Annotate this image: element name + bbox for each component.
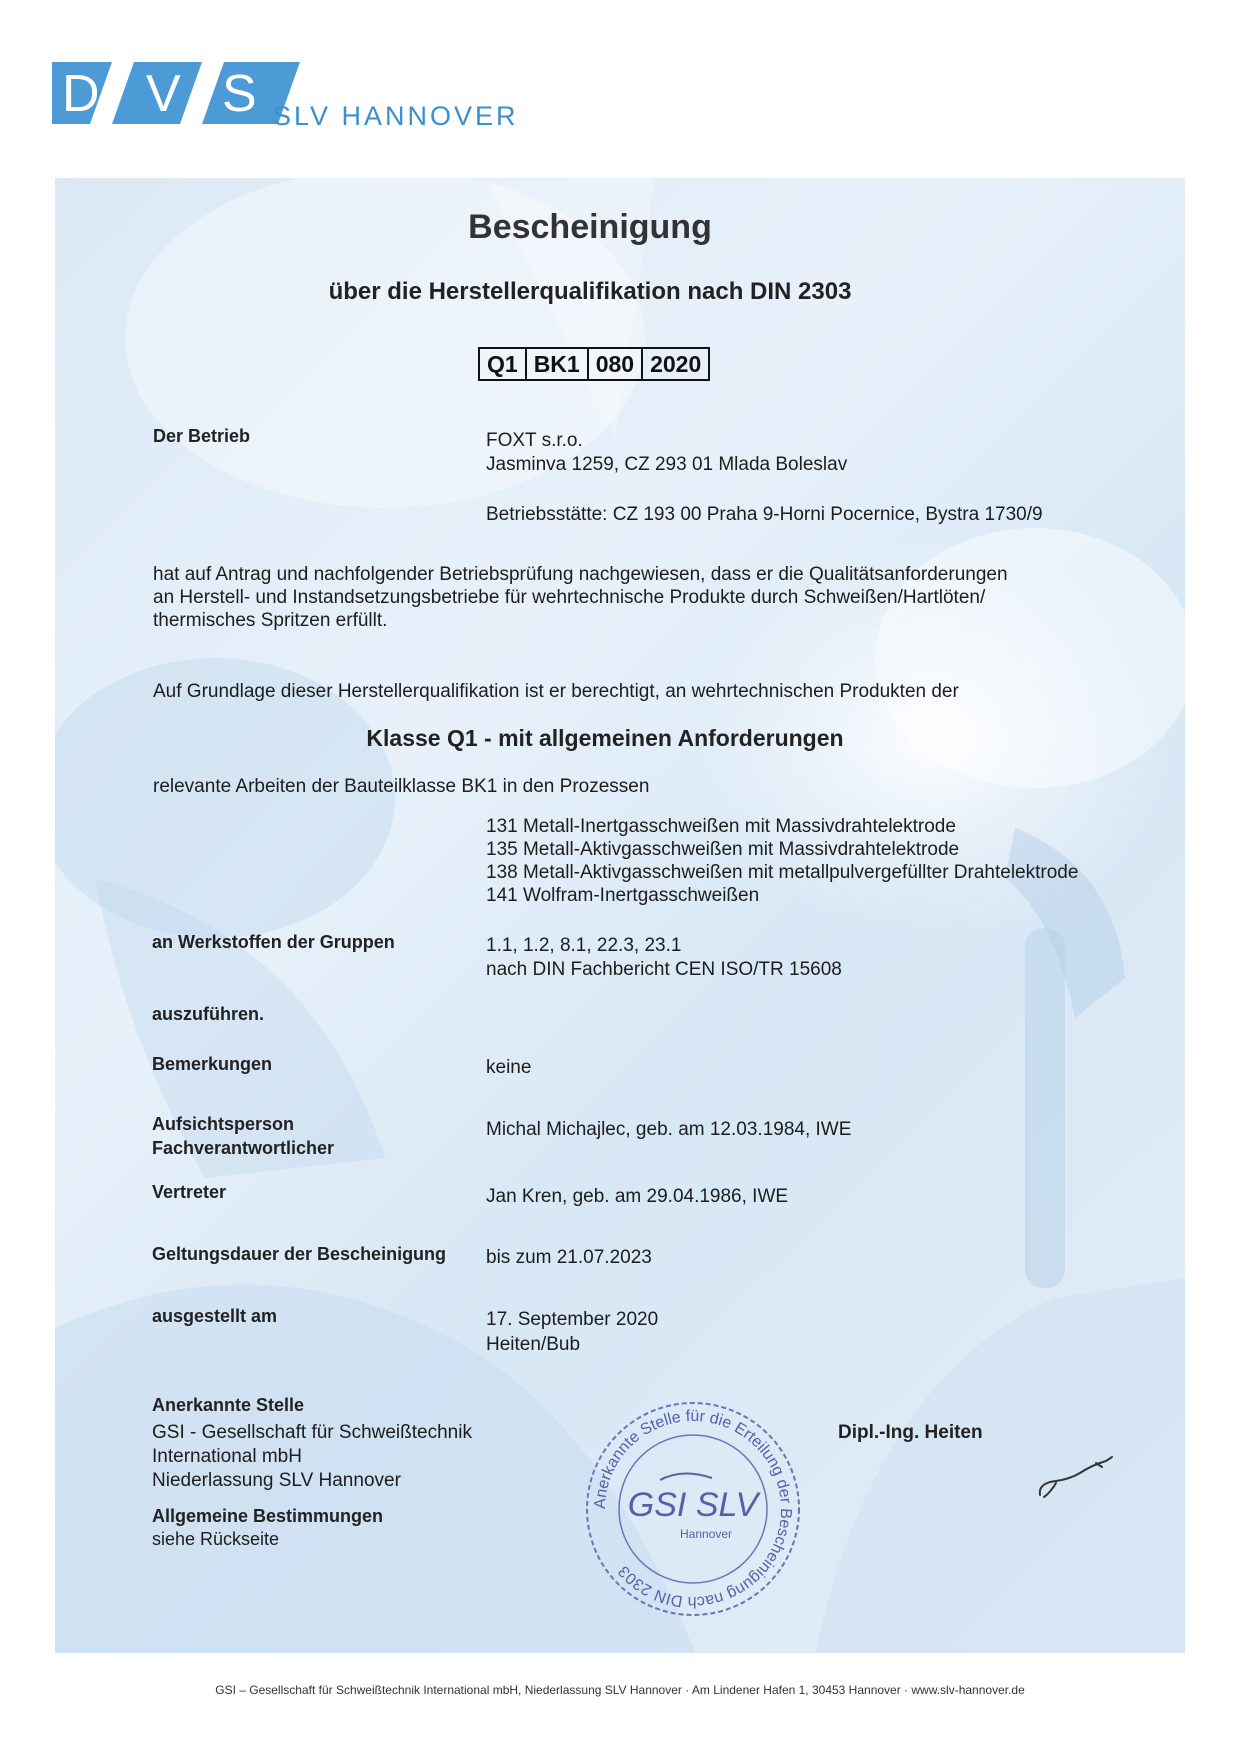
materials-label: an Werkstoffen der Gruppen [152,932,395,952]
certificate-sequence: 080 [587,349,641,379]
process-item: 141 Wolfram-Inertgasschweißen [486,885,760,906]
document-subtitle: über die Herstellerqualifikation nach DIN 2303 [328,278,852,305]
supervisor-label: Aufsichtsperson [152,1114,295,1134]
execute-label: auszuführen. [152,1004,265,1024]
process-item: 131 Metall-Inertgasschweißen mit Massivdrahtelektrode [486,816,956,837]
authority-label: Anerkannte Stelle [152,1395,305,1415]
certificate-year: 2020 [641,349,708,379]
responsible-label: Fachverantwortlicher [152,1138,335,1158]
validity-value: bis zum 21.07.2023 [486,1247,652,1268]
certificate-number [478,347,710,381]
certificate-class: Q1 [487,351,518,377]
authority-line-3: Niederlassung SLV Hannover [152,1470,401,1491]
general-terms-label: Allgemeine Bestimmungen [152,1506,384,1526]
signatory-name: Dipl.-Ing. Heiten [838,1422,983,1443]
page-footer: GSI – Gesellschaft für Schweißtechnik International mbH, Niederlassung SLV Hannover · Am Lindener Hafen 1, 30453 Hannover · www.slv-hannover.de [215,1683,1025,1697]
svg-text:S: S [222,65,257,123]
representative-value: Jan Kren, geb. am 29.04.1986, IWE [486,1186,789,1207]
document-title: Bescheinigung [468,208,712,246]
official-seal [582,1398,804,1620]
svg-text:D: D [62,65,100,123]
statement-line-3: thermisches Spritzen erfüllt. [153,610,388,631]
seal-center-text: GSI SLV [627,1486,759,1524]
remarks-value: keine [486,1057,532,1078]
issued-date: 17. September 2020 [486,1309,659,1330]
authority-line-2: International mbH [152,1446,302,1467]
processes-intro: relevante Arbeiten der Bauteilklasse BK1 in den Prozessen [153,776,650,797]
seal-ring-text: Anerkannte Stelle für die Erteilung der Bescheinigung nach DIN 2303 [591,1407,795,1611]
certificate-component-class: BK1 [525,349,587,379]
authorization-text: Auf Grundlage dieser Herstellerqualifikation ist er berechtigt, an wehrtechnischen Produkten der [153,681,959,702]
validity-label: Geltungsdauer der Bescheinigung [152,1244,447,1264]
issued-reference: Heiten/Bub [486,1334,581,1355]
company-site: Betriebsstätte: CZ 193 00 Praha 9-Horni Pocernice, Bystra 1730/9 [486,504,1043,525]
seal-city-text: Hannover [679,1527,733,1541]
quality-class: Klasse Q1 - mit allgemeinen Anforderungen [366,725,844,751]
process-item: 135 Metall-Aktivgasschweißen mit Massivdrahtelektrode [486,839,960,860]
remarks-label: Bemerkungen [152,1054,273,1074]
handwritten-signature [1036,1453,1116,1503]
company-label: Der Betrieb [153,426,251,446]
logo-subtitle: SLV HANNOVER [273,101,519,131]
svg-text:V: V [146,65,181,123]
issued-label: ausgestellt am [152,1306,278,1326]
process-item: 138 Metall-Aktivgasschweißen mit metallpulvergefüllter Drahtelektrode [486,862,1079,883]
company-address: Jasminva 1259, CZ 293 01 Mlada Boleslav [486,454,848,475]
supervisor-value: Michal Michajlec, geb. am 12.03.1984, IWE [486,1119,852,1140]
dvs-logo-mark [52,58,302,128]
statement-line-2: an Herstell- und Instandsetzungsbetriebe für wehrtechnische Produkte durch Schweißen/Hartlöten/ [153,587,986,608]
authority-line-1: GSI - Gesellschaft für Schweißtechnik [152,1422,472,1443]
statement-line-1: hat auf Antrag und nachfolgender Betriebsprüfung nachgewiesen, dass er die Qualitätsanforderungen [153,564,1008,585]
material-groups: 1.1, 1.2, 8.1, 22.3, 23.1 [486,935,682,956]
general-terms-value: siehe Rückseite [152,1529,280,1549]
representative-label: Vertreter [152,1182,227,1202]
material-reference: nach DIN Fachbericht CEN ISO/TR 15608 [486,959,842,980]
company-name: FOXT s.r.o. [486,430,583,451]
